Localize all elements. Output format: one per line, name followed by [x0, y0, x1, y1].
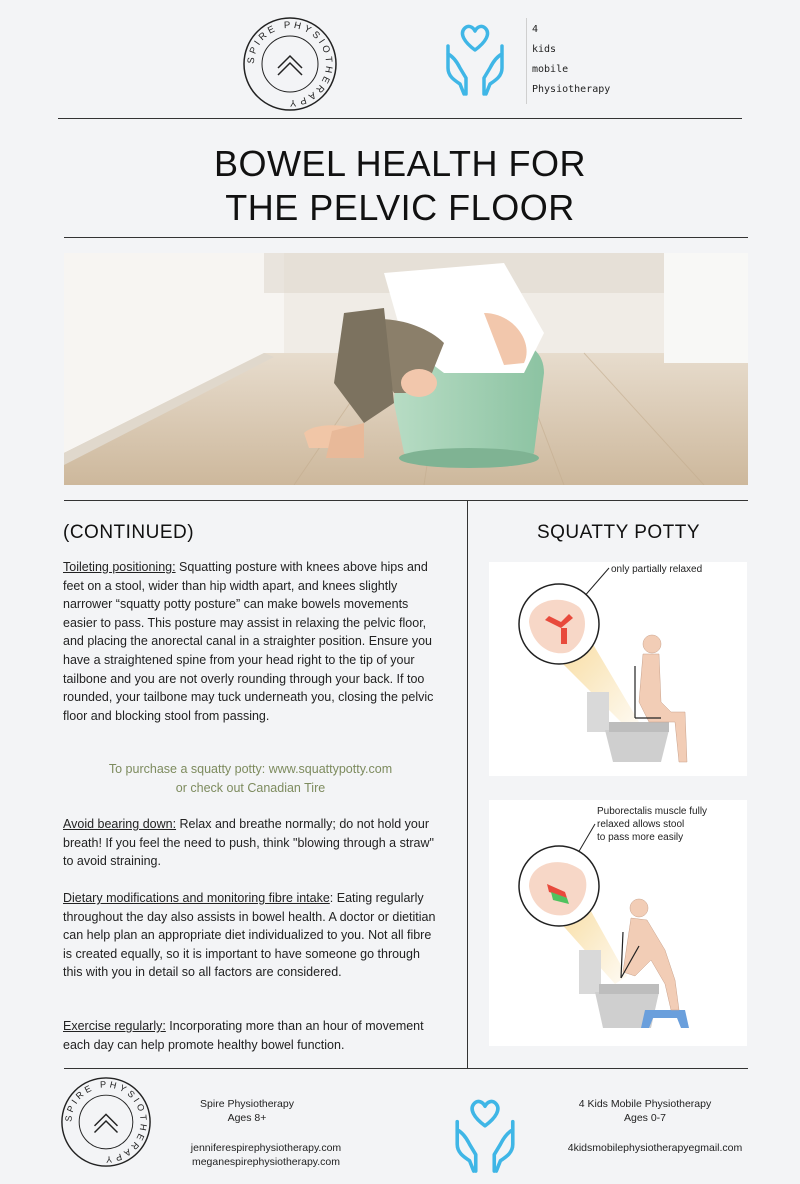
svg-text:SPIRE PHYSIOTHERAPY: SPIRE PHYSIOTHERAPY	[63, 1079, 149, 1165]
logo-line: Physiotherapy	[532, 84, 611, 95]
4kids-email[interactable]: 4kidsmobilephysiotherapyegmail.com	[567, 1142, 743, 1154]
purchase-line-1: To purchase a squatty potty: www.squattypotty.com	[108, 762, 393, 776]
squatting-posture-diagram	[489, 800, 747, 1046]
spire-physiotherapy-logo	[242, 16, 338, 112]
bearing-down-paragraph	[63, 815, 438, 871]
diagram2-caption-3: to pass more easily	[597, 832, 684, 843]
diagram1-caption: only partially relaxed	[611, 564, 703, 575]
4kids-footer-email	[548, 1141, 762, 1155]
spire-physiotherapy-footer-logo	[60, 1076, 152, 1168]
logo-line: mobile	[532, 64, 569, 75]
spire-email-2[interactable]: meganespirephysiotherapy.com	[191, 1156, 341, 1168]
diagram2-caption-1: Puborectalis muscle fully	[597, 806, 708, 817]
logo-line: kids	[532, 44, 557, 55]
title-line-2: THE PELVIC FLOOR	[225, 187, 575, 228]
toileting-paragraph	[63, 558, 438, 725]
dietary-text: : Eating regularly throughout the day also assists in bowel health. A doctor or dietitian can help plan an appropriate diet individualized to you. Not all fibre is created equally, so it is important to have someone go through this with you in detail so all factors are considered.	[63, 891, 436, 980]
4kids-name: 4 Kids Mobile Physiotherapy	[578, 1098, 712, 1110]
divider-top	[58, 118, 742, 119]
toileting-text: Squatting posture with knees above hips and feet on a stool, wider than hip width apart, and knees slightly narrower “squatty potty posture” can make bowels movements easier to pass. This posture may assist in relaxing the pelvic floor, and placing the anorectal canal in a straighter position. Ensure you have a straightened spine from your head right to the tip of your tailbone and you are not overly rounding through your back. If too rounded, your tailbone may tuck underneath you, closing the pelvic floor and blocking stool from passing.	[63, 560, 434, 723]
exercise-text: Incorporating more than an hour of movement each day can help promote healthy bowel function.	[63, 1019, 424, 1052]
sitting-posture-diagram	[489, 562, 747, 776]
4kids-logo	[440, 16, 640, 106]
4kids-ages: Ages 0-7	[623, 1112, 667, 1124]
heart-hands-icon	[440, 20, 510, 96]
divider-title	[64, 237, 748, 238]
divider-footer	[64, 1068, 748, 1069]
column-divider	[467, 500, 468, 1068]
exercise-label: Exercise regularly:	[63, 1019, 166, 1033]
toddler-on-potty-photo	[64, 253, 748, 485]
title-line-1: BOWEL HEALTH FOR	[213, 143, 587, 184]
spire-name: Spire Physiotherapy	[200, 1098, 294, 1110]
diagram2-caption-2: relaxed allows stool	[597, 819, 685, 830]
bearing-down-text: Relax and breathe normally; do not hold your breath! If you feel the need to push, think "blowing through a straw" to avoid straining.	[63, 817, 434, 869]
dietary-label: Dietary modifications and monitoring fibre intake	[63, 891, 330, 905]
squatty-potty-heading: SQUATTY POTTY	[536, 522, 701, 543]
4kids-footer-info	[560, 1097, 730, 1125]
4kids-logo-text	[532, 20, 610, 100]
spire-ages: Ages 8+	[227, 1112, 267, 1124]
logo-divider	[526, 18, 527, 104]
purchase-line-2: or check out Canadian Tire	[175, 780, 326, 795]
divider-photo	[64, 500, 748, 501]
svg-text:SPIRE PHYSIOTHERAPY: SPIRE PHYSIOTHERAPY	[245, 19, 335, 109]
toileting-label: Toileting positioning:	[63, 560, 176, 574]
logo-line: 4	[532, 24, 539, 35]
page-title	[120, 142, 680, 230]
spire-email-1[interactable]: jenniferespirephysiotherapy.com	[190, 1142, 342, 1154]
bearing-down-label: Avoid bearing down:	[63, 817, 177, 831]
heart-hands-icon	[449, 1094, 521, 1174]
continued-heading: (CONTINUED)	[63, 522, 195, 543]
dietary-paragraph	[63, 889, 438, 982]
exercise-paragraph	[63, 1017, 438, 1054]
spire-footer-info	[172, 1097, 322, 1125]
spire-footer-emails	[168, 1141, 364, 1169]
purchase-note	[63, 760, 438, 797]
